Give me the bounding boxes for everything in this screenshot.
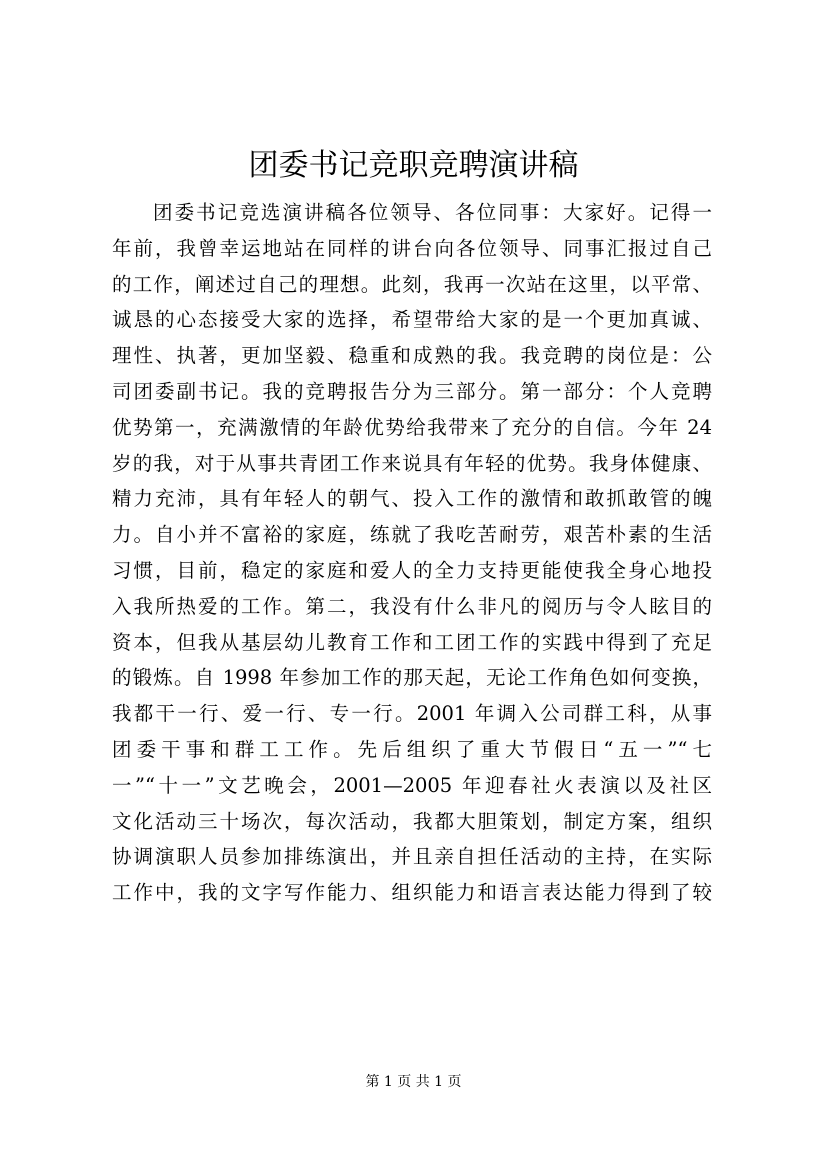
text-line: 年前，我曾幸运地站在同样的讲台向各位领导、同事汇报过自己 xyxy=(112,236,712,260)
text-line: 我都干一行、爱一行、专一行。2001 年调入公司群工科，从事 xyxy=(112,702,712,726)
text-line: 岁的我，对于从事共青团工作来说具有年轻的优势。我身体健康、 xyxy=(112,451,712,475)
text-line: 的锻炼。自 1998 年参加工作的那天起，无论工作角色如何变换， xyxy=(112,666,712,690)
text-line: 团委书记竞选演讲稿各位领导、各位同事：大家好。记得一 xyxy=(153,201,712,224)
text-line: 文化活动三十场次，每次活动，我都大胆策划，制定方案，组织 xyxy=(112,809,712,833)
text-line: 一”“十一”文艺晚会，2001—2005 年迎春社火表演以及社区 xyxy=(112,773,712,797)
text-line: 力。自小并不富裕的家庭，练就了我吃苦耐劳，艰苦朴素的生活 xyxy=(112,523,712,547)
text-line: 入我所热爱的工作。第二，我没有什么非凡的阅历与令人眩目的 xyxy=(112,594,712,618)
text-line: 司团委副书记。我的竞聘报告分为三部分。第一部分：个人竞聘 xyxy=(112,379,712,403)
text-line: 资本，但我从基层幼儿教育工作和工团工作的实践中得到了充足 xyxy=(112,630,712,654)
text-line: 理性、执著，更加坚毅、稳重和成熟的我。我竞聘的岗位是：公 xyxy=(112,344,712,368)
text-line: 工作中，我的文字写作能力、组织能力和语言表达能力得到了较 xyxy=(112,881,712,905)
text-line: 的工作，阐述过自己的理想。此刻，我再一次站在这里，以平常、 xyxy=(112,272,712,296)
body-text xyxy=(112,195,712,911)
text-line: 精力充沛，具有年轻人的朝气、投入工作的激情和敢抓敢管的魄 xyxy=(112,487,712,511)
text-line: 团委干事和群工工作。先后组织了重大节假日“五一”“七 xyxy=(112,737,712,761)
text-line: 诚恳的心态接受大家的选择，希望带给大家的是一个更加真诚、 xyxy=(112,308,712,332)
text-line: 习惯，目前，稳定的家庭和爱人的全力支持更能使我全身心地投 xyxy=(112,558,712,582)
text-line: 优势第一，充满激情的年龄优势给我带来了充分的自信。今年 24 xyxy=(112,415,712,439)
page-footer: 第 1 页 共 1 页 xyxy=(365,1074,462,1090)
text-line: 协调演职人员参加排练演出，并且亲自担任活动的主持，在实际 xyxy=(112,845,712,869)
document-title: 团委书记竞职竞聘演讲稿 xyxy=(248,148,579,183)
